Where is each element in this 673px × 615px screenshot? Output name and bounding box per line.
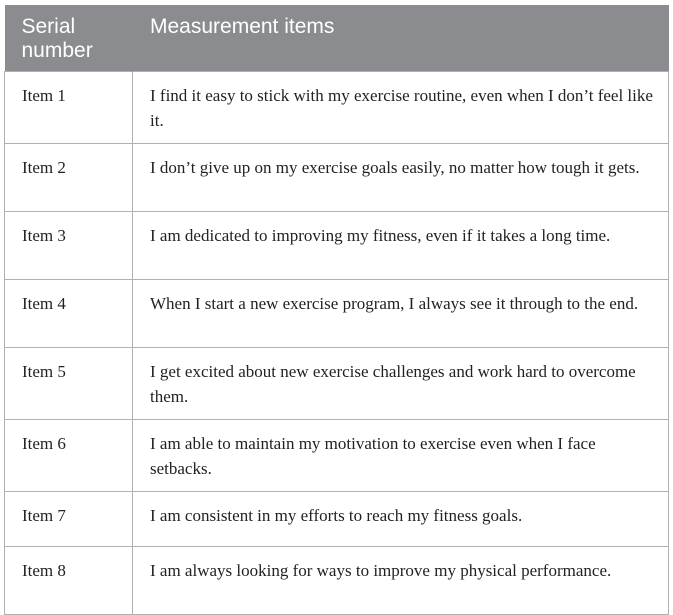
table-row [5, 348, 669, 420]
table-body [5, 72, 669, 615]
item-text-cell: I don’t give up on my exercise goals easily, no matter how tough it gets. [133, 144, 669, 212]
table-row [5, 72, 669, 144]
table-row [5, 144, 669, 212]
serial-cell: Item 1 [5, 72, 133, 144]
item-text-cell: When I start a new exercise program, I always see it through to the end. [133, 280, 669, 348]
item-text-cell: I am dedicated to improving my fitness, even if it takes a long time. [133, 212, 669, 280]
serial-cell: Item 6 [5, 420, 133, 492]
serial-cell: Item 7 [5, 492, 133, 547]
table-header [5, 5, 669, 72]
table-row [5, 420, 669, 492]
measurement-items-table [4, 5, 669, 615]
table-row [5, 212, 669, 280]
item-text-cell: I am always looking for ways to improve my physical performance. [133, 547, 669, 615]
table-row [5, 547, 669, 615]
serial-cell: Item 3 [5, 212, 133, 280]
serial-cell: Item 4 [5, 280, 133, 348]
item-text-cell: I am able to maintain my motivation to exercise even when I face setbacks. [133, 420, 669, 492]
serial-cell: Item 2 [5, 144, 133, 212]
table-row [5, 280, 669, 348]
serial-cell: Item 8 [5, 547, 133, 615]
item-text-cell: I get excited about new exercise challenges and work hard to overcome them. [133, 348, 669, 420]
item-text-cell: I find it easy to stick with my exercise routine, even when I don’t feel like it. [133, 72, 669, 144]
header-row [5, 5, 669, 72]
table-row [5, 492, 669, 547]
item-text-cell: I am consistent in my efforts to reach my fitness goals. [133, 492, 669, 547]
header-measurement-items: Measurement items [133, 5, 669, 72]
header-serial-number: Serial number [5, 5, 133, 72]
serial-cell: Item 5 [5, 348, 133, 420]
